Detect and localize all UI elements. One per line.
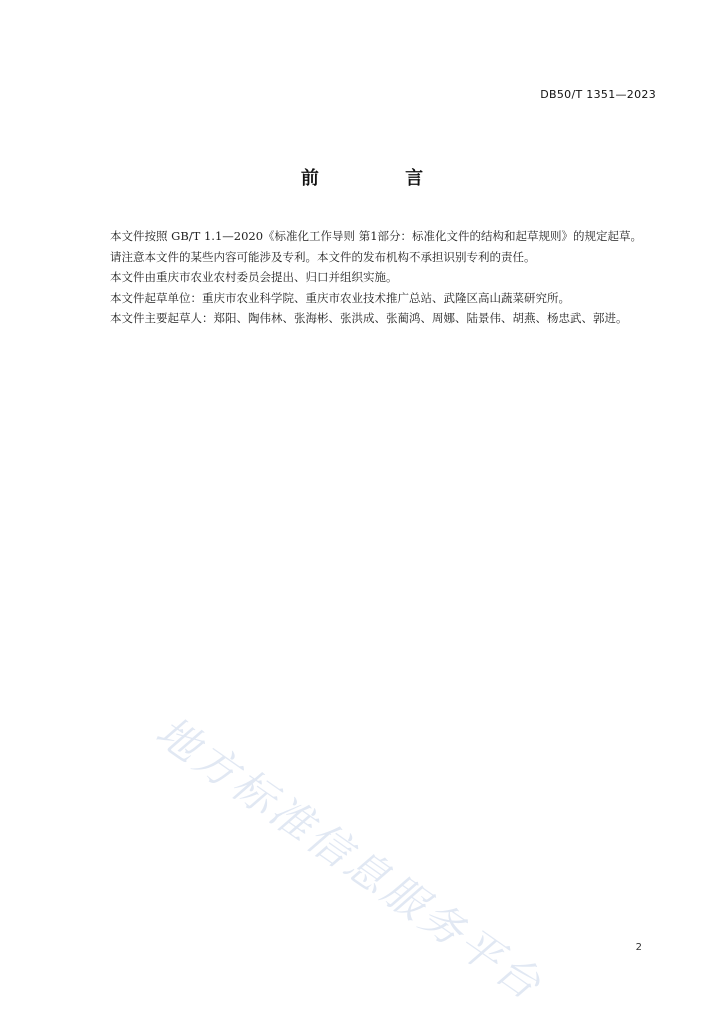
page-number: 2 <box>635 942 642 953</box>
watermark-text: 地方标准信息服务平台 <box>147 706 553 1011</box>
paragraph-drafting-units: 本文件起草单位：重庆市农业科学院、重庆市农业技术推广总站、武隆区高山蔬菜研究所。 <box>110 290 570 305</box>
section-title: 前 言 <box>300 168 464 189</box>
paragraph-proposer: 本文件由重庆市农业农村委员会提出、归口并组织实施。 <box>110 270 398 284</box>
document-code: DB50/T 1351—2023 <box>540 88 656 101</box>
preface-body <box>87 226 657 329</box>
paragraph-patent-notice: 请注意本文件的某些内容可能涉及专利。本文件的发布机构不承担识别专利的责任。 <box>110 249 536 264</box>
paragraph-drafters: 本文件主要起草人：郑阳、陶伟林、张海彬、张洪成、张蔺鸿、周娜、陆景伟、胡燕、杨忠武、郭进。 <box>110 311 628 325</box>
paragraph-drafting-rules: 本文件按照 GB/T 1.1—2020《标准化工作导则 第1部分：标准化文件的结构和起草规则》的规定起草。 <box>110 229 643 243</box>
